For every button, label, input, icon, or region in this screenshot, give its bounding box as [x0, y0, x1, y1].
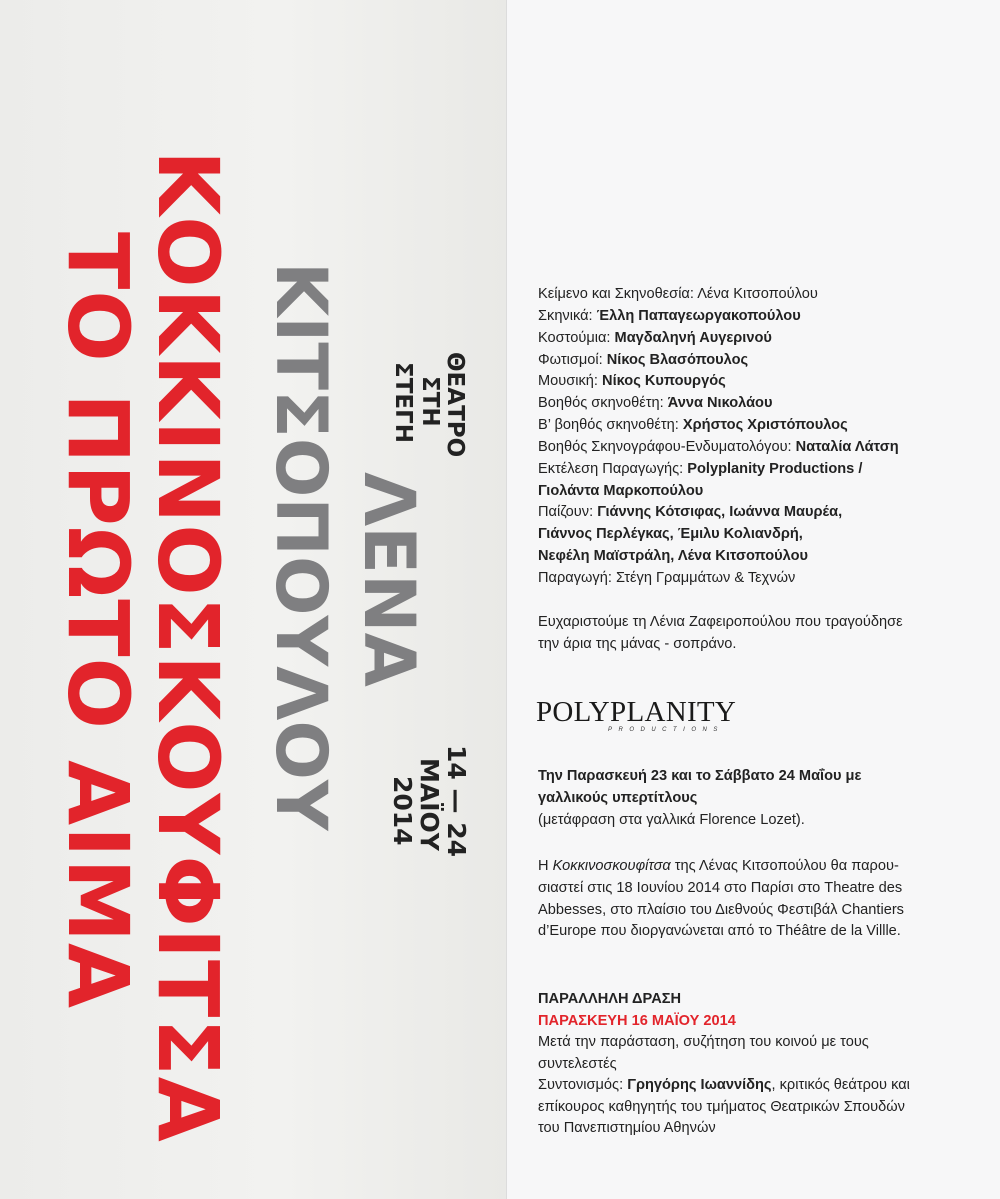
credit-role: Βοηθός Σκηνογράφου-Ενδυματολόγου: [538, 438, 796, 455]
credit-row [538, 459, 899, 481]
credit-name: Ναταλία Λάτση [795, 438, 899, 455]
subtitles-line-3: (μετάφραση στα γαλλικά Florence Lozet). [538, 811, 805, 828]
credit-row [538, 568, 899, 590]
credit-name: Νίκος Κυπουργός [602, 373, 726, 390]
credit-row [538, 350, 899, 372]
paris-performance-note [538, 856, 904, 943]
logo-wordmark: POLYPLANITY [536, 696, 737, 728]
credit-role: Σκηνικά: [538, 307, 597, 324]
credit-name: Γιάννης Κότσιφας, Ιωάννα Μαυρέα, [597, 504, 843, 521]
paris-line-1-rest: της Λένας Κιτσοπούλου θα παρου- [670, 858, 899, 874]
credit-name: Νίκος Βλασόπουλος [606, 351, 749, 368]
paris-line-4: d’Europe που διοργανώνεται από το Théâtre de la Villle. [538, 923, 901, 940]
dates-line-3: 2014 [388, 776, 417, 846]
credit-role: Κοστούμια: [538, 329, 615, 346]
credit-role: Κείμενο και Σκηνοθεσία: [538, 286, 698, 302]
subtitles-note [538, 766, 861, 831]
credit-row [538, 306, 899, 328]
credit-name: Polyplanity Productions / [687, 460, 863, 477]
paris-line-3: Abbesses, στο πλαίσιο του Διεθνούς Φεστιβάλ Chantiers [538, 901, 904, 918]
title-line-2: ΤΟ ΠΡΩΤΟ ΑΙΜΑ [49, 232, 147, 1010]
credit-role: Μουσική: [538, 373, 603, 390]
parallel-event [538, 989, 910, 1140]
credit-role: Βοηθός σκηνοθέτη: [538, 395, 668, 412]
credit-name: Νεφέλη Μαϊστράλη, Λένα Κιτσοπούλου [538, 548, 809, 565]
logo-tagline: PRODUCTIONS [608, 727, 724, 733]
parallel-heading: ΠΑΡΑΛΛΗΛΗ ΔΡΑΣΗ [538, 991, 682, 1007]
credit-row [538, 371, 899, 393]
thanks-line: Ευχαριστούμε τη Λένια Ζαφειροπούλου που τραγούδησε [538, 614, 903, 630]
parallel-line-2: συντελεστές [538, 1055, 617, 1072]
venue-line-3: ΣΤΕΓΗ [390, 362, 416, 444]
credit-name: Χρήστος Χριστόπουλος [682, 417, 848, 434]
credit-name: Γιολάντα Μαρκοπούλου [538, 482, 704, 499]
credit-name: Λένα Κιτσοπούλου [697, 286, 818, 302]
parallel-date: ΠΑΡΑΣΚΕΥΗ 16 ΜΑΪΟΥ 2014 [538, 1012, 736, 1029]
credit-name: Μαγδαληνή Αυγερινού [614, 329, 772, 346]
coordinator-name: Γρηγόρης Ιωαννίδης [627, 1077, 772, 1093]
polyplanity-logo [536, 696, 736, 733]
credit-role: Β’ βοηθός σκηνοθέτη: [538, 417, 683, 434]
dates-line-1: 14 — 24 [442, 745, 471, 857]
paris-play-title: Κοκκινοσκουφίτσα [552, 858, 671, 874]
credit-row [538, 415, 899, 437]
paris-line-2: σιαστεί στις 18 Ιουνίου 2014 στο Παρίσι στο Theatre des [538, 879, 903, 896]
subtitles-line-2: γαλλικούς υπερτίτλους [538, 789, 698, 806]
credit-name: Γιάννος Περλέγκας, Έμιλυ Κολιανδρή, [538, 526, 803, 543]
credit-role: Φωτισμοί: [538, 351, 607, 368]
subtitles-line-1: Την Παρασκευή 23 και το Σάββατο 24 Μαΐου με [538, 768, 862, 784]
credit-role: Παίζουν: [538, 504, 598, 521]
parallel-line-1: Μετά την παράσταση, συζήτηση του κοινού με τους [538, 1034, 869, 1050]
parallel-line-5: του Πανεπιστημίου Αθηνών [538, 1120, 716, 1136]
title-line-1: ΚΟΚΚΙΝΟΣΚΟΥΦΙΤΣΑ [139, 150, 237, 1143]
coordinator-rest: , κριτικός θεάτρου και [771, 1077, 910, 1093]
thanks-line: την άρια της μάνας - σοπράνο. [538, 635, 737, 652]
credit-role: Εκτέλεση Παραγωγής: [538, 460, 688, 477]
credit-row [538, 524, 899, 546]
credit-row [538, 502, 899, 524]
credit-role: Παραγωγή: [538, 569, 616, 586]
venue-line-1: ΘΕΑΤΡΟ [442, 352, 468, 458]
credits-list [538, 284, 899, 590]
credit-name: Έλλη Παπαγεωργακοπούλου [596, 307, 801, 324]
credit-row [538, 481, 899, 503]
author-last-name: ΚΙΤΣΟΠΟΥΛΟΥ [260, 262, 342, 831]
credit-row [538, 284, 899, 306]
credit-row [538, 393, 899, 415]
thanks-note [538, 612, 903, 656]
venue-line-2: ΣΤΗ [417, 376, 443, 427]
author-first-name: ΛΕΝΑ [348, 472, 430, 687]
coordinator-label: Συντονισμός: [538, 1077, 628, 1093]
credit-name: Στέγη Γραμμάτων & Τεχνών [615, 569, 796, 586]
parallel-line-4: επίκουρος καθηγητής του τμήματος Θεατρικών Σπουδών [538, 1098, 905, 1115]
paris-line-1 [538, 856, 904, 878]
dates-line-2: ΜΑΪΟΥ [415, 758, 444, 851]
parallel-coordinator [538, 1075, 910, 1097]
credit-row [538, 328, 899, 350]
credit-row [538, 546, 899, 568]
credit-row [538, 437, 899, 459]
credit-name: Άννα Νικολάου [667, 395, 773, 412]
paris-prefix: Η [538, 858, 553, 874]
